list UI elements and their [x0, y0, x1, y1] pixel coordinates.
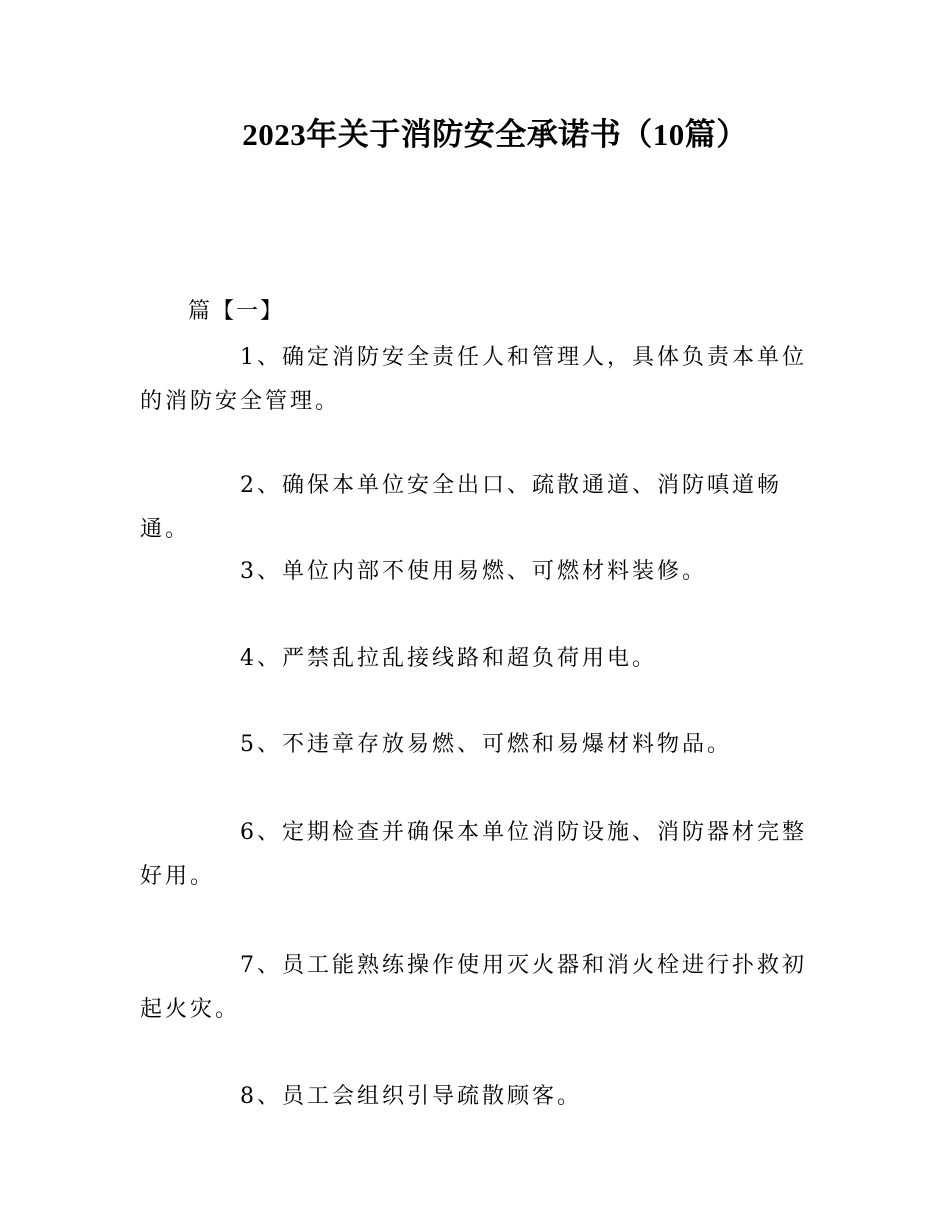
commitment-item-6: 6、定期检查并确保本单位消防设施、消防器材完整好用。: [140, 820, 807, 889]
commitment-item-5: 5、不违章存放易燃、可燃和易爆材料物品。: [240, 732, 732, 757]
commitment-item-2: 2、确保本单位安全出口、疏散通道、消防嗔道畅通。: [140, 473, 782, 542]
commitment-item-3: 3、单位内部不使用易燃、可燃材料装修。: [240, 559, 707, 584]
document-title: 2023年关于消防安全承诺书（10篇）: [242, 117, 748, 152]
commitment-item-8: 8、员工会组织引导疏散顾客。: [240, 1084, 582, 1109]
commitment-item-7: 7、员工能熟练操作使用灭火器和消火栓进行扑救初起火灾。: [140, 953, 807, 1022]
commitment-item-1: 1、确定消防安全责任人和管理人，具体负责本单位的消防安全管理。: [140, 345, 807, 414]
section-heading: 篇【一】: [188, 299, 285, 324]
commitment-item-4: 4、严禁乱拉乱接线路和超负荷用电。: [240, 646, 657, 671]
